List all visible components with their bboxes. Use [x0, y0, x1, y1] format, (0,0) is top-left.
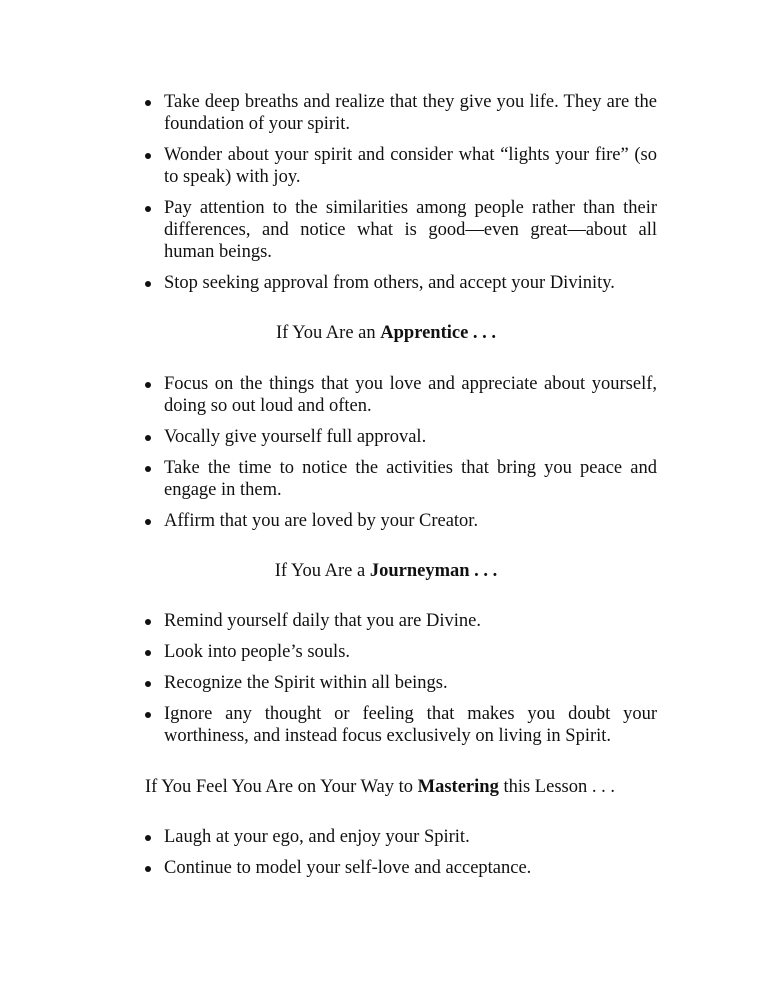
mastering-heading [145, 776, 615, 798]
list-item-text: Pay attention to the similarities among people rather than their differences, and notice what is good—even great—about all human beings. [164, 198, 657, 262]
bullet-list-intro [144, 91, 657, 303]
list-item-text: Wonder about your spirit and consider what “lights your fire” (so to speak) with joy. [164, 145, 657, 187]
list-item [144, 272, 657, 294]
list-item-text: Take the time to notice the activities that bring you peace and engage in them. [164, 458, 657, 500]
list-item-text: Affirm that you are loved by your Creator. [164, 511, 479, 531]
list-item-text: Look into people’s souls. [164, 642, 351, 662]
list-item [144, 703, 657, 747]
list-item-text: Focus on the things that you love and appreciate about yourself, doing so out loud and often. [164, 374, 657, 416]
bullet-list-mastering [144, 826, 657, 888]
list-item [144, 826, 657, 848]
list-item [144, 144, 657, 188]
journeyman-heading [0, 560, 772, 582]
list-item-text: Remind yourself daily that you are Divine. [164, 611, 481, 631]
list-item [144, 91, 657, 135]
list-item-text: Stop seeking approval from others, and accept your Divinity. [164, 273, 615, 293]
list-item [144, 857, 657, 879]
list-item [144, 510, 657, 532]
heading-prefix: If You Are an [275, 323, 381, 343]
list-item-text: Ignore any thought or feeling that makes you doubt your worthiness, and instead focus exclusively on living in Spirit. [164, 704, 657, 746]
bullet-list-apprentice [144, 373, 657, 541]
bullet-list-journeyman [144, 610, 657, 756]
list-item [144, 457, 657, 501]
list-item-text: Continue to model your self-love and acceptance. [164, 858, 532, 878]
heading-bold: Mastering [417, 777, 499, 797]
list-item-text: Recognize the Spirit within all beings. [164, 673, 448, 693]
list-item [144, 426, 657, 448]
list-item [144, 641, 657, 663]
list-item [144, 610, 657, 632]
list-item [144, 672, 657, 694]
heading-bold: Apprentice . . . [380, 323, 497, 343]
heading-prefix: If You Are a [274, 561, 370, 581]
list-item [144, 373, 657, 417]
heading-prefix: If You Feel You Are on Your Way to [145, 777, 418, 797]
heading-suffix: this Lesson . . . [498, 777, 615, 797]
list-item [144, 197, 657, 263]
apprentice-heading [0, 322, 772, 344]
heading-bold: Journeyman . . . [369, 561, 498, 581]
list-item-text: Take deep breaths and realize that they give you life. They are the foundation of your spirit. [164, 92, 657, 134]
list-item-text: Laugh at your ego, and enjoy your Spirit. [164, 827, 470, 847]
list-item-text: Vocally give yourself full approval. [164, 427, 427, 447]
